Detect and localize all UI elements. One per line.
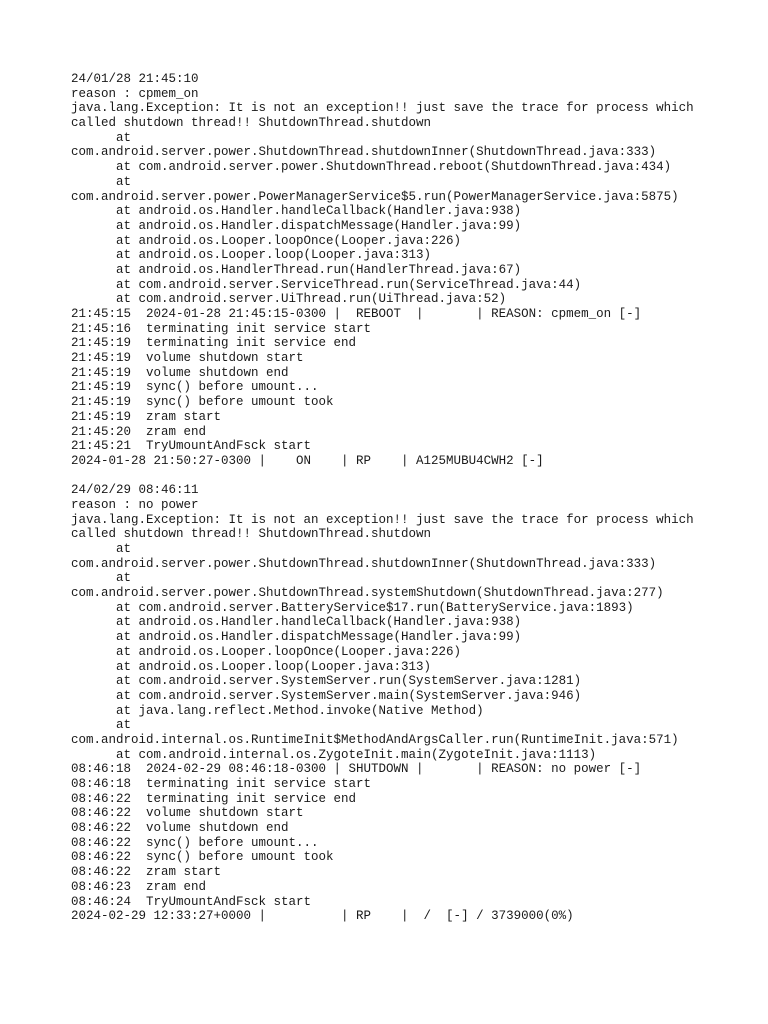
log-line: at android.os.HandlerThread.run(HandlerThread.java:67) bbox=[71, 262, 522, 277]
log-line bbox=[71, 469, 761, 484]
log-line: 08:46:18 2024-02-29 08:46:18-0300 | SHUTDOWN | | REASON: no power [-] bbox=[71, 762, 642, 777]
log-line: 08:46:22 sync() before umount took bbox=[71, 850, 334, 865]
log-line: 08:46:22 zram start bbox=[71, 865, 222, 880]
log-document bbox=[71, 72, 761, 924]
log-line: 24/01/28 21:45:10 bbox=[71, 72, 199, 86]
log-line: at android.os.Looper.loopOnce(Looper.java:226) bbox=[71, 644, 462, 659]
log-line: at com.android.server.SystemServer.main(SystemServer.java:946) bbox=[71, 688, 582, 703]
log-line: 08:46:18 terminating init service start bbox=[71, 777, 372, 791]
log-line: 08:46:23 zram end bbox=[71, 879, 207, 894]
log-line: at android.os.Looper.loopOnce(Looper.java:226) bbox=[71, 233, 462, 248]
log-line: com.android.server.power.ShutdownThread.systemShutdown(ShutdownThread.java:277) bbox=[71, 586, 664, 601]
log-line: java.lang.Exception: It is not an exception!! just save the trace for process which bbox=[71, 101, 694, 116]
log-line: called shutdown thread!! ShutdownThread.shutdown bbox=[71, 527, 432, 542]
log-line: at android.os.Handler.dispatchMessage(Handler.java:99) bbox=[71, 630, 522, 645]
log-line: at java.lang.reflect.Method.invoke(Native Method) bbox=[71, 703, 484, 718]
log-line: 08:46:22 sync() before umount... bbox=[71, 835, 319, 850]
log-line: at android.os.Looper.loop(Looper.java:313) bbox=[71, 659, 432, 674]
log-line: 21:45:15 2024-01-28 21:45:15-0300 | REBOOT | | REASON: cpmem_on [-] bbox=[71, 307, 642, 321]
log-line: at android.os.Looper.loop(Looper.java:313) bbox=[71, 248, 432, 263]
log-line: com.android.server.power.ShutdownThread.shutdownInner(ShutdownThread.java:333) bbox=[71, 556, 657, 571]
log-line: reason : no power bbox=[71, 497, 199, 512]
log-line: at com.android.internal.os.ZygoteInit.main(ZygoteInit.java:1113) bbox=[71, 747, 597, 762]
log-line: 21:45:19 volume shutdown start bbox=[71, 351, 304, 366]
log-line: at android.os.Handler.dispatchMessage(Handler.java:99) bbox=[71, 218, 522, 233]
log-line: com.android.server.power.PowerManagerService$5.run(PowerManagerService.java:5875) bbox=[71, 189, 679, 204]
log-line: 08:46:22 volume shutdown start bbox=[71, 806, 304, 821]
log-line: 21:45:19 sync() before umount... bbox=[71, 380, 319, 395]
log-line: at com.android.server.SystemServer.run(SystemServer.java:1281) bbox=[71, 674, 582, 689]
log-line: 08:46:22 terminating init service end bbox=[71, 791, 357, 806]
log-line: at bbox=[71, 542, 132, 556]
log-line: 2024-01-28 21:50:27-0300 | ON | RP | A125MUBU4CWH2 [-] bbox=[71, 453, 544, 468]
log-line: at com.android.server.BatteryService$17.run(BatteryService.java:1893) bbox=[71, 600, 634, 615]
log-line: 21:45:19 zram start bbox=[71, 409, 222, 424]
log-line: 2024-02-29 12:33:27+0000 | | RP | / [-] / 3739000(0%) bbox=[71, 909, 574, 924]
log-line: com.android.internal.os.RuntimeInit$MethodAndArgsCaller.run(RuntimeInit.java:571) bbox=[71, 732, 679, 747]
log-line: 21:45:21 TryUmountAndFsck start bbox=[71, 439, 312, 454]
log-line: 08:46:24 TryUmountAndFsck start bbox=[71, 894, 312, 909]
log-line: at android.os.Handler.handleCallback(Handler.java:938) bbox=[71, 204, 522, 219]
log-line: at bbox=[71, 571, 132, 586]
log-line: at com.android.server.ServiceThread.run(ServiceThread.java:44) bbox=[71, 277, 582, 292]
log-line: at bbox=[71, 174, 132, 189]
log-line: 08:46:22 volume shutdown end bbox=[71, 821, 289, 836]
log-line: called shutdown thread!! ShutdownThread.shutdown bbox=[71, 116, 432, 131]
log-line: com.android.server.power.ShutdownThread.shutdownInner(ShutdownThread.java:333) bbox=[71, 145, 657, 160]
log-line: java.lang.Exception: It is not an exception!! just save the trace for process which bbox=[71, 512, 694, 527]
log-line: 21:45:16 terminating init service start bbox=[71, 321, 372, 336]
log-line: 21:45:19 volume shutdown end bbox=[71, 365, 289, 380]
log-line: 24/02/29 08:46:11 bbox=[71, 483, 199, 498]
log-line: at bbox=[71, 718, 132, 733]
log-line: 21:45:19 sync() before umount took bbox=[71, 395, 334, 410]
log-line: reason : cpmem_on bbox=[71, 86, 199, 101]
log-line: at android.os.Handler.handleCallback(Handler.java:938) bbox=[71, 615, 522, 630]
log-line: at com.android.server.UiThread.run(UiThread.java:52) bbox=[71, 292, 507, 307]
log-line: at com.android.server.power.ShutdownThread.reboot(ShutdownThread.java:434) bbox=[71, 160, 672, 175]
log-line: 21:45:19 terminating init service end bbox=[71, 336, 357, 351]
log-line: at bbox=[71, 130, 132, 145]
log-line: 21:45:20 zram end bbox=[71, 424, 207, 439]
